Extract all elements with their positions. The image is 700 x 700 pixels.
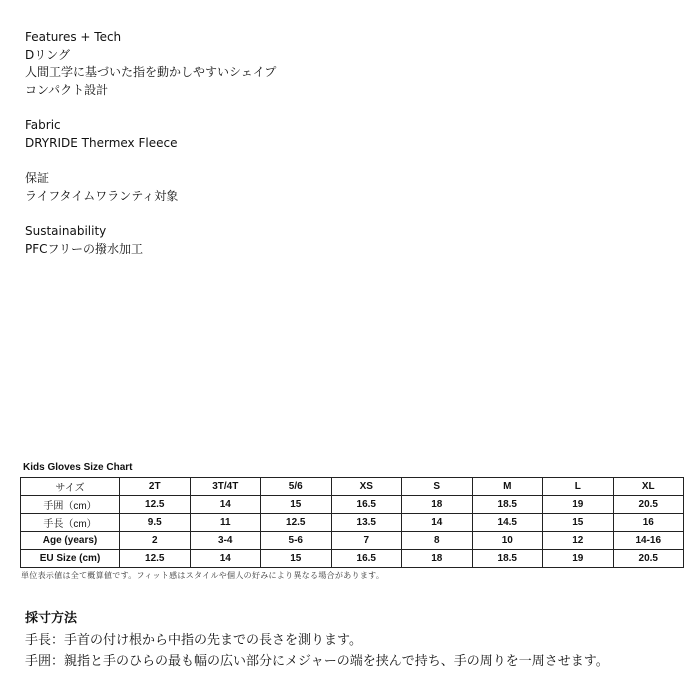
fabric-block (25, 117, 276, 152)
warranty-block (25, 170, 276, 205)
fabric-heading: Fabric (25, 118, 61, 132)
table-cell: 18.5 (472, 550, 543, 568)
table-cell: 9.5 (120, 514, 191, 532)
table-cell: 13.5 (331, 514, 402, 532)
table-cell: 20.5 (613, 550, 684, 568)
table-row-hand-circumference (21, 496, 684, 514)
header-cell: 5/6 (261, 478, 332, 496)
table-cell: 18 (402, 550, 473, 568)
table-cell: 15 (543, 514, 614, 532)
feature-d-ring: Dリング (25, 47, 71, 62)
table-cell: 14.5 (472, 514, 543, 532)
header-cell: 2T (120, 478, 191, 496)
row-label: 手長（cm） (21, 514, 120, 532)
row-label: EU Size (cm) (21, 550, 120, 568)
sustainability-value: PFCフリーの撥水加工 (25, 241, 144, 256)
table-row-eu-size (21, 550, 684, 568)
table-cell: 5-6 (261, 532, 332, 550)
feature-compact-design: コンパクト設計 (25, 82, 109, 97)
table-cell: 12.5 (261, 514, 332, 532)
table-cell: 14-16 (613, 532, 684, 550)
header-cell: S (402, 478, 473, 496)
table-cell: 20.5 (613, 496, 684, 514)
table-cell: 12.5 (120, 550, 191, 568)
table-cell: 15 (261, 496, 332, 514)
hand-circumference-instruction: 手囲：親指と手のひらの最も幅の広い部分にメジャーの端を挟んで持ち、手の周りを一周させます。 (25, 654, 609, 669)
table-row-hand-length (21, 514, 684, 532)
header-cell: M (472, 478, 543, 496)
header-cell: XS (331, 478, 402, 496)
sustainability-heading: Sustainability (25, 224, 107, 238)
table-row-age (21, 532, 684, 550)
table-cell: 8 (402, 532, 473, 550)
row-label: 手囲（cm） (21, 496, 120, 514)
product-features (25, 29, 276, 276)
fabric-value: DRYRIDE Thermex Fleece (25, 135, 178, 150)
table-cell: 14 (402, 514, 473, 532)
table-cell: 16 (613, 514, 684, 532)
table-cell: 12 (543, 532, 614, 550)
table-cell: 14 (190, 550, 261, 568)
table-cell: 7 (331, 532, 402, 550)
size-chart-note: 単位表示値は全て概算値です。フィット感はスタイルや個人の好みにより異なる場合があります。 (21, 571, 385, 580)
warranty-value: ライフタイムワランティ対象 (25, 188, 179, 203)
measurement-instructions (25, 607, 609, 672)
table-cell: 19 (543, 496, 614, 514)
table-cell: 12.5 (120, 496, 191, 514)
table-cell: 19 (543, 550, 614, 568)
measurement-heading: 採寸方法 (25, 611, 78, 626)
table-cell: 15 (261, 550, 332, 568)
sustainability-block (25, 223, 276, 258)
table-cell: 18 (402, 496, 473, 514)
size-chart-table (20, 477, 684, 568)
header-cell: XL (613, 478, 684, 496)
header-cell: L (543, 478, 614, 496)
table-cell: 11 (190, 514, 261, 532)
hand-length-instruction: 手長：手首の付け根から中指の先までの長さを測ります。 (25, 633, 362, 648)
header-cell: 3T/4T (190, 478, 261, 496)
table-cell: 10 (472, 532, 543, 550)
row-label: Age (years) (21, 532, 120, 550)
size-chart-title: Kids Gloves Size Chart (23, 462, 133, 473)
features-tech-block (25, 29, 276, 99)
table-cell: 16.5 (331, 496, 402, 514)
features-tech-heading: Features + Tech (25, 30, 122, 44)
table-cell: 3-4 (190, 532, 261, 550)
table-cell: 18.5 (472, 496, 543, 514)
table-header-row (21, 478, 684, 496)
warranty-heading: 保証 (25, 171, 50, 185)
table-cell: 2 (120, 532, 191, 550)
table-cell: 16.5 (331, 550, 402, 568)
header-cell-size: サイズ (21, 478, 120, 496)
table-cell: 14 (190, 496, 261, 514)
feature-ergonomic-shape: 人間工学に基づいた指を動かしやすいシェイプ (25, 65, 277, 79)
